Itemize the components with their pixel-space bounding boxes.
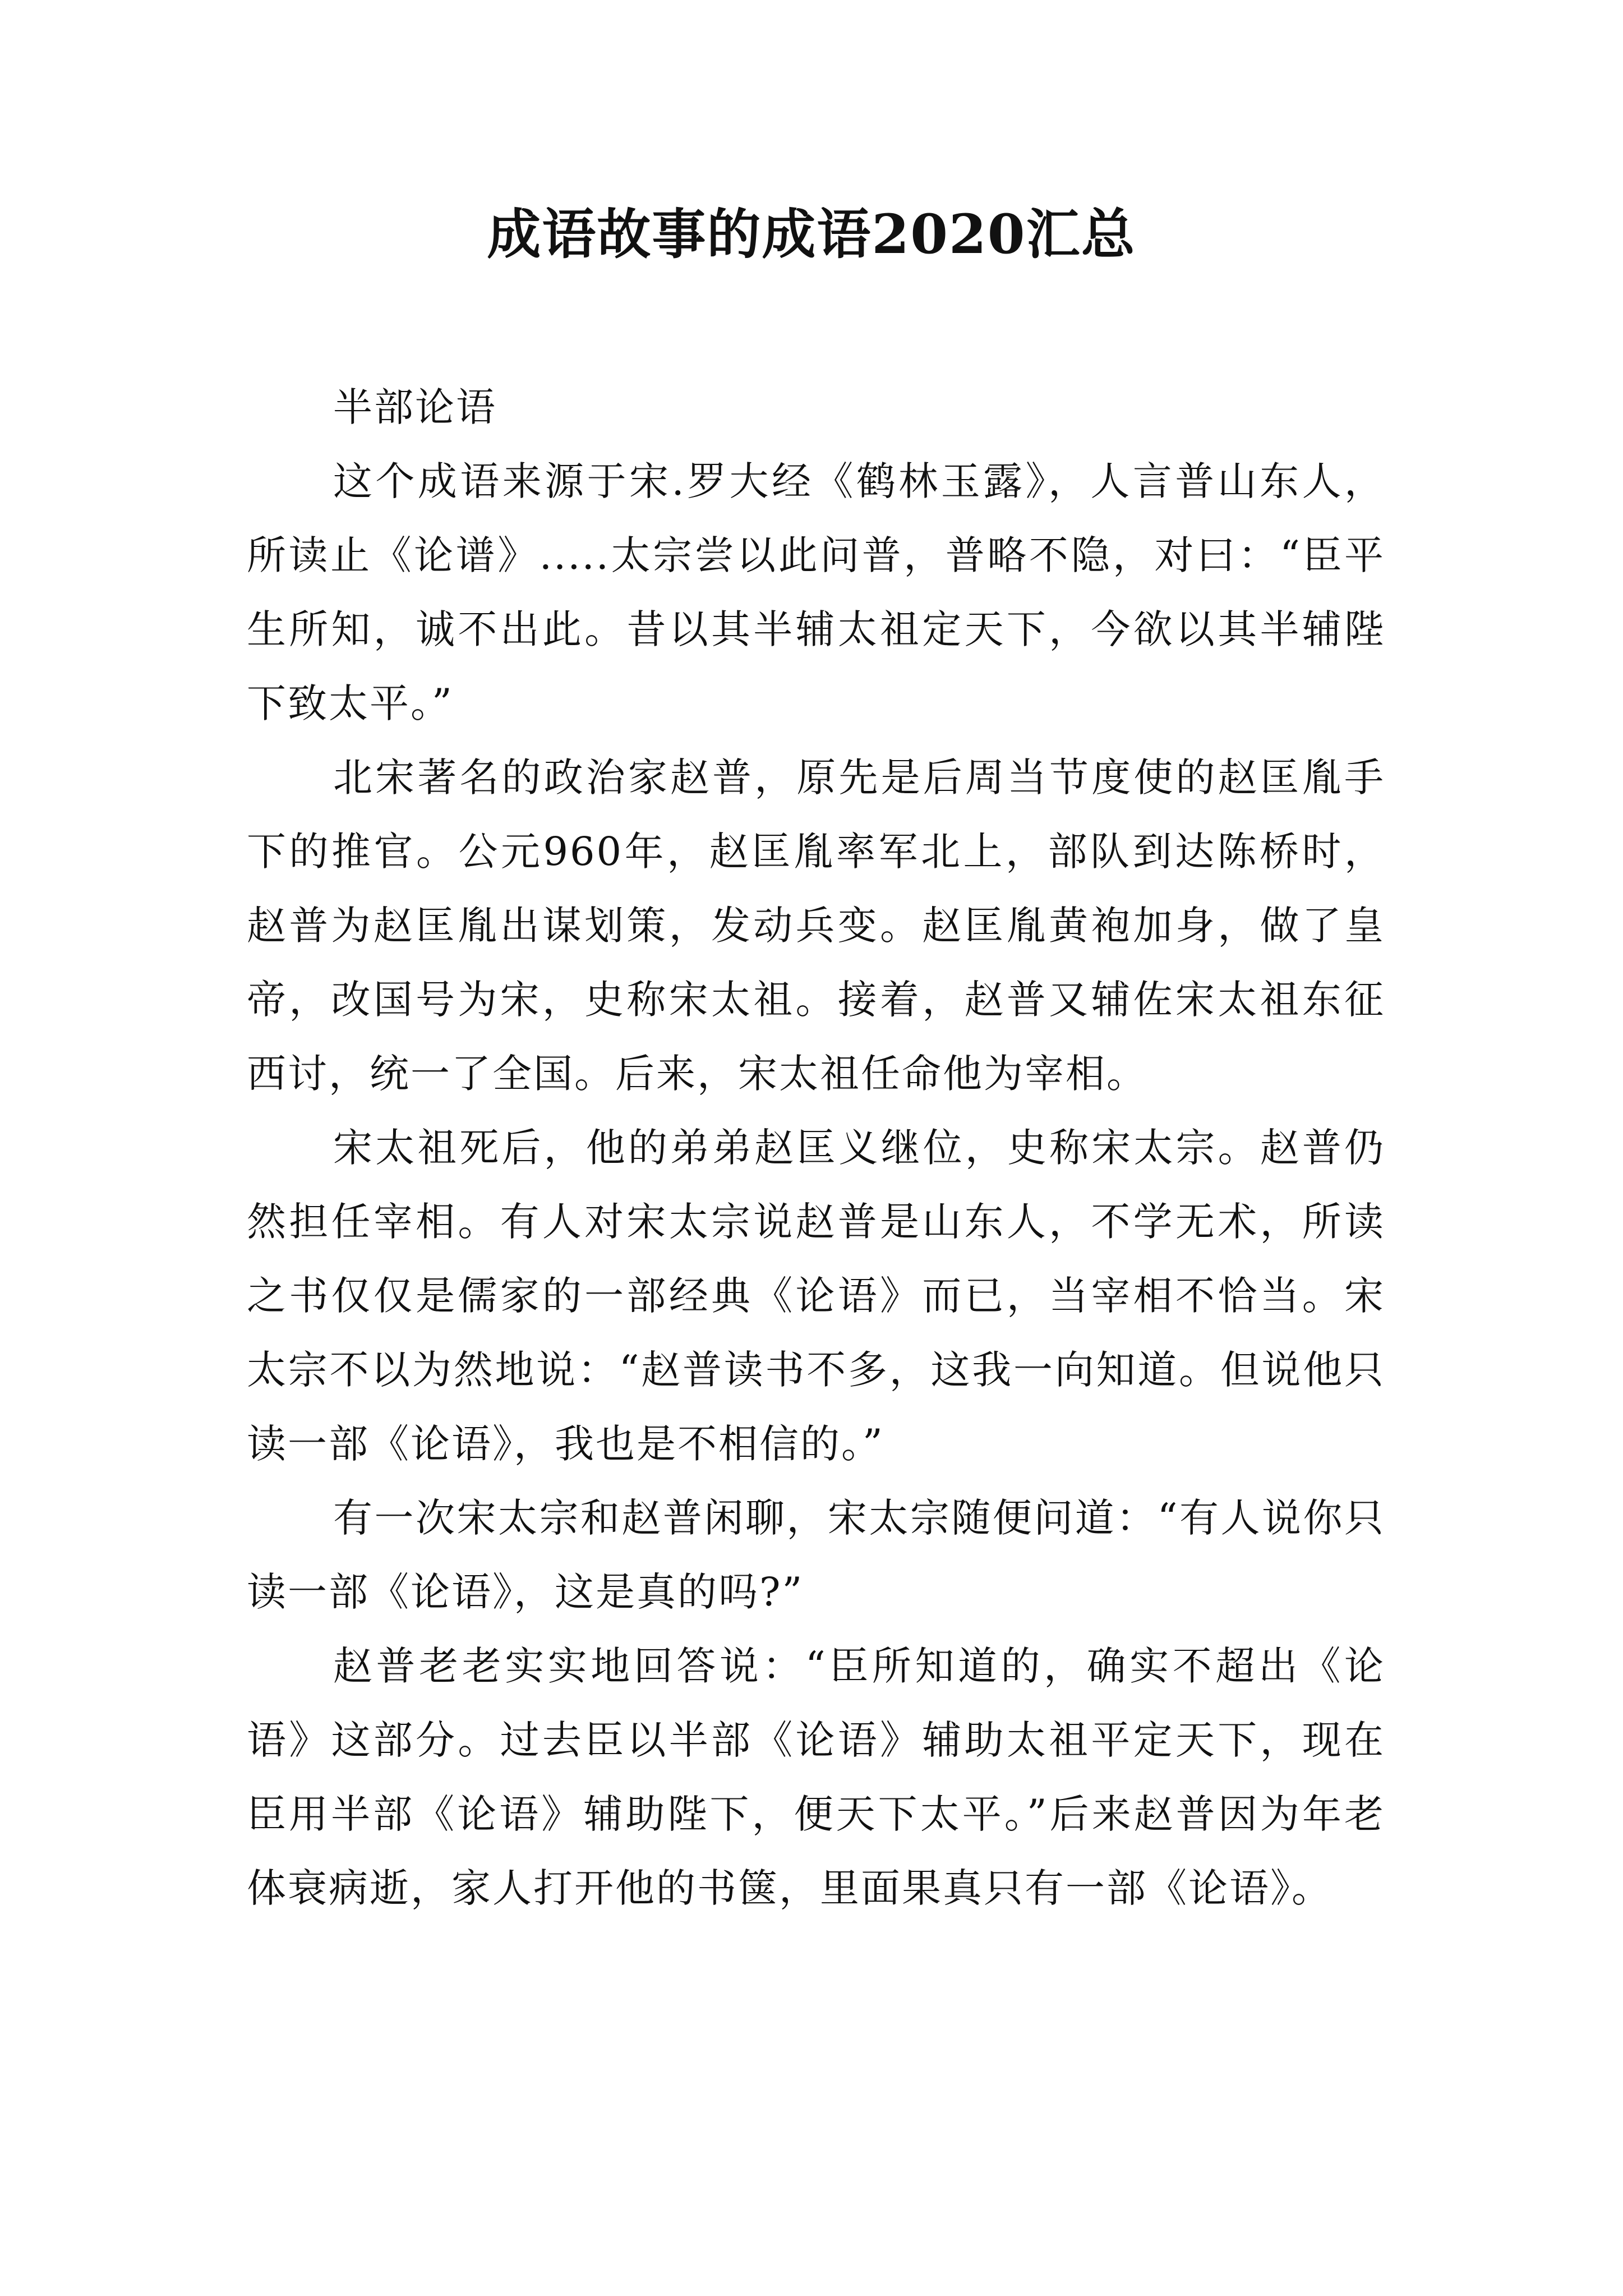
paragraph-background: 北宋著名的政治家赵普，原先是后周当节度使的赵匡胤手下的推官。公元960年，赵匡胤率军北上，部队到达陈桥时，赵普为赵匡胤出谋划策，发动兵变。赵匡胤黄袍加身，做了皇帝，改国号为宋，史称宋太祖。接着，赵普又辅佐宋太祖东征西讨，统一了全国。后来，宋太祖任命他为宰相。	[247, 754, 1385, 1097]
document-title: 成语故事的成语2020汇总	[487, 203, 1136, 266]
paragraph-taizong: 宋太祖死后，他的弟弟赵匡义继位，史称宋太宗。赵普仍然担任宰相。有人对宋太宗说赵普是山东人，不学无术，所读之书仅仅是儒家的一部经典《论语》而已，当宰相不恰当。宋太宗不以为然地说：“赵普读书不多，这我一向知道。但说他只读一部《论语》，我也是不相信的。”	[247, 1125, 1385, 1467]
paragraph-source: 这个成语来源于宋.罗大经《鹤林玉露》，人言普山东人，所读止《论谱》.....太宗尝以此问普，普略不隐，对曰：“臣平生所知，诚不出此。昔以其半辅太祖定天下，今欲以其半辅陛下致太平。”	[247, 458, 1385, 726]
document-body	[247, 370, 1385, 1925]
paragraph-question: 有一次宋太宗和赵普闲聊，宋太宗随便问道：“有人说你只读一部《论语》，这是真的吗?”	[247, 1495, 1385, 1615]
section-heading: 半部论语	[333, 384, 497, 430]
paragraph-answer: 赵普老老实实地回答说：“臣所知道的，确实不超出《论语》这部分。过去臣以半部《论语》辅助太祖平定天下，现在臣用半部《论语》辅助陛下，便天下太平。”后来赵普因为年老体衰病逝，家人打开他的书箧，里面果真只有一部《论语》。	[247, 1643, 1385, 1911]
